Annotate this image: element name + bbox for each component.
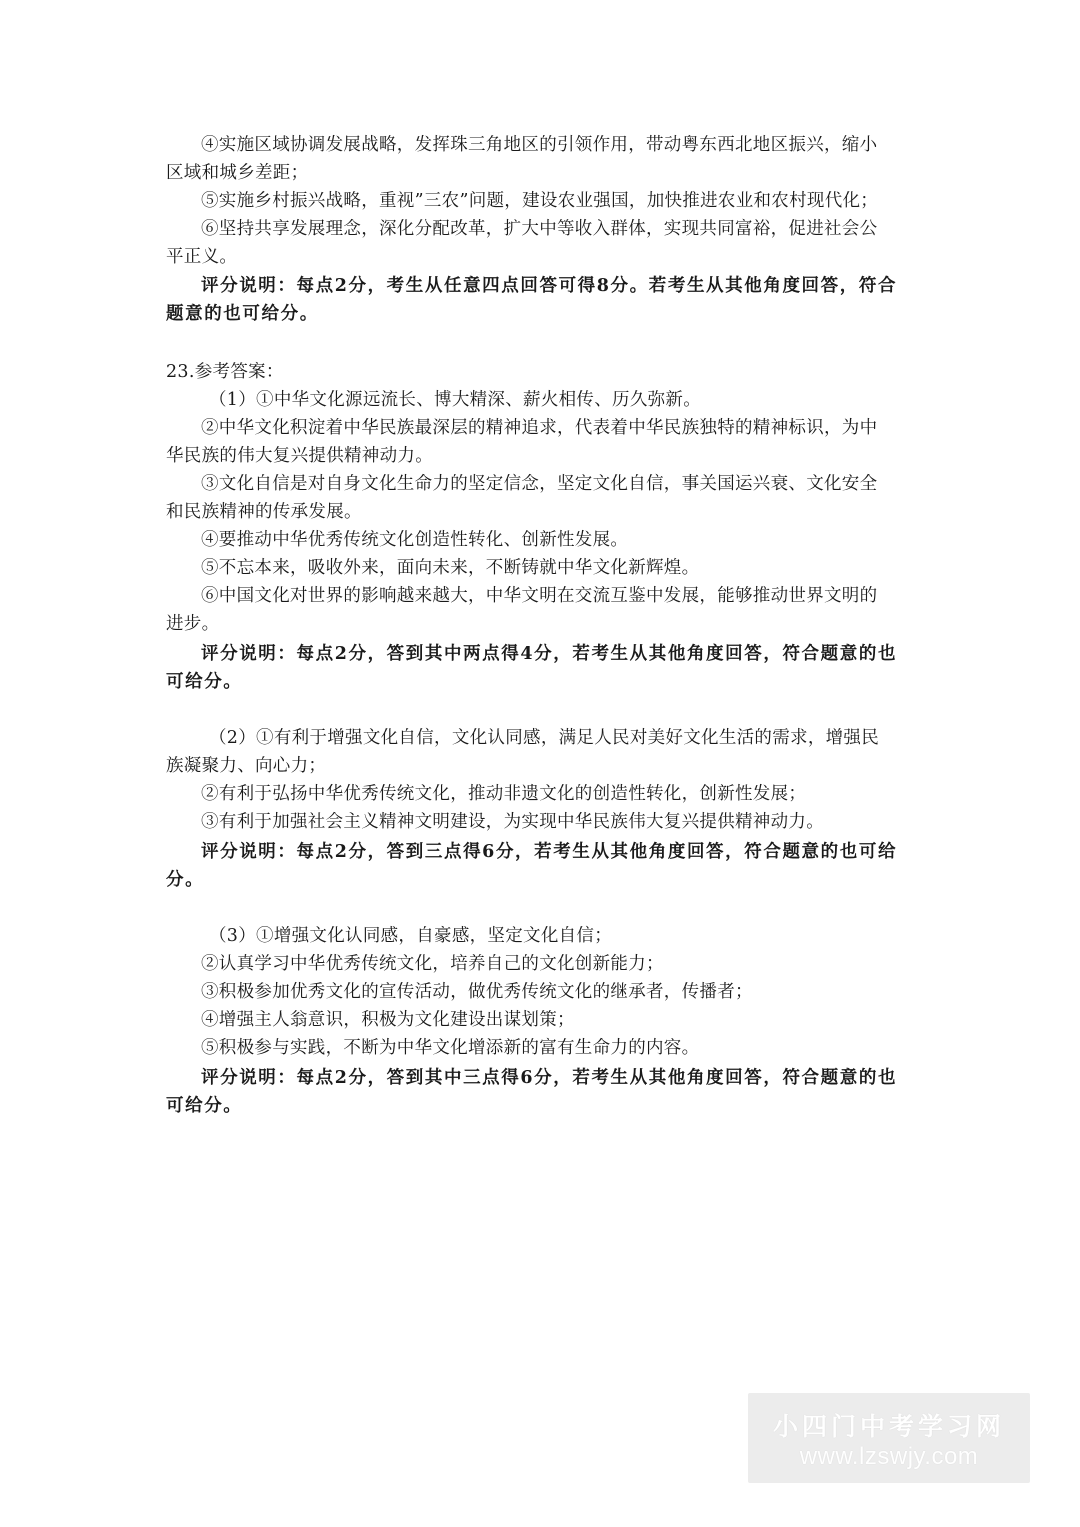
question-23-heading: 23.参考答案： bbox=[166, 362, 284, 382]
q23-3-point-2: ②认真学习中华优秀传统文化，培养自己的文化创新能力； bbox=[201, 954, 664, 974]
answer-point-4: ④实施区域协调发展战略，发挥珠三角地区的引领作用，带动粤东西北地区振兴，缩小 bbox=[201, 135, 878, 155]
q23-3-point-1: （3）①增强文化认同感，自豪感，坚定文化自信； bbox=[209, 926, 613, 946]
q23-1-point-6-cont: 进步。 bbox=[166, 614, 220, 634]
q23-1-point-3: ③文化自信是对自身文化生命力的坚定信念，坚定文化自信，事关国运兴衰、文化安全 bbox=[201, 474, 878, 494]
q23-2-point-3: ③有利于加强社会主义精神文明建设，为实现中华民族伟大复兴提供精神动力。 bbox=[201, 812, 824, 832]
q23-1-scoring-note-cont: 可给分。 bbox=[166, 672, 243, 692]
q23-3-scoring-note: 评分说明：每点2分，答到其中三点得6分，若考生从其他角度回答，符合题意的也 bbox=[201, 1068, 898, 1088]
answer-point-6: ⑥坚持共享发展理念，深化分配改革，扩大中等收入群体，实现共同富裕，促进社会公 bbox=[201, 219, 878, 239]
answer-point-6-cont: 平正义。 bbox=[166, 247, 238, 267]
q23-1-point-2: ②中华文化积淀着中华民族最深层的精神追求，代表着中华民族独特的精神标识，为中 bbox=[201, 418, 878, 438]
q23-2-point-1-cont: 族凝聚力、向心力； bbox=[166, 756, 327, 776]
q23-2-scoring-note-cont: 分。 bbox=[166, 870, 205, 890]
q23-1-point-2-cont: 华民族的伟大复兴提供精神动力。 bbox=[166, 446, 433, 466]
q23-1-scoring-note: 评分说明：每点2分，答到其中两点得4分，若考生从其他角度回答，符合题意的也 bbox=[201, 644, 898, 664]
answer-point-4-cont: 区域和城乡差距； bbox=[166, 163, 309, 183]
q23-2-point-1: （2）①有利于增强文化自信，文化认同感，满足人民对美好文化生活的需求，增强民 bbox=[209, 728, 880, 748]
q23-3-point-5: ⑤积极参与实践，不断为中华文化增添新的富有生命力的内容。 bbox=[201, 1038, 700, 1058]
watermark-site-name: 小四门中考学习网 bbox=[772, 1412, 1005, 1441]
site-watermark bbox=[748, 1393, 1030, 1483]
watermark-url: www.lzswjy.com bbox=[799, 1443, 979, 1470]
scoring-note: 评分说明：每点2分，考生从任意四点回答可得8分。若考生从其他角度回答，符合 bbox=[201, 276, 898, 296]
q23-3-point-4: ④增强主人翁意识，积极为文化建设出谋划策； bbox=[201, 1010, 575, 1030]
q23-2-point-2: ②有利于弘扬中华优秀传统文化，推动非遗文化的创造性转化，创新性发展； bbox=[201, 784, 807, 804]
q23-3-scoring-note-cont: 可给分。 bbox=[166, 1096, 243, 1116]
q23-2-scoring-note: 评分说明：每点2分，答到三点得6分，若考生从其他角度回答，符合题意的也可给 bbox=[201, 842, 898, 862]
q23-1-point-4: ④要推动中华优秀传统文化创造性转化、创新性发展。 bbox=[201, 530, 629, 550]
q23-1-point-1: （1）①中华文化源远流长、博大精深、薪火相传、历久弥新。 bbox=[209, 390, 702, 410]
q23-3-point-3: ③积极参加优秀文化的宣传活动，做优秀传统文化的继承者，传播者； bbox=[201, 982, 753, 1002]
q23-1-point-3-cont: 和民族精神的传承发展。 bbox=[166, 502, 362, 522]
answer-point-5: ⑤实施乡村振兴战略，重视”三农”问题，建设农业强国，加快推进农业和农村现代化； bbox=[201, 191, 879, 211]
q23-1-point-6: ⑥中国文化对世界的影响越来越大，中华文明在交流互鉴中发展，能够推动世界文明的 bbox=[201, 586, 878, 606]
scoring-note-cont: 题意的也可给分。 bbox=[166, 304, 319, 324]
q23-1-point-5: ⑤不忘本来，吸收外来，面向未来，不断铸就中华文化新辉煌。 bbox=[201, 558, 700, 578]
